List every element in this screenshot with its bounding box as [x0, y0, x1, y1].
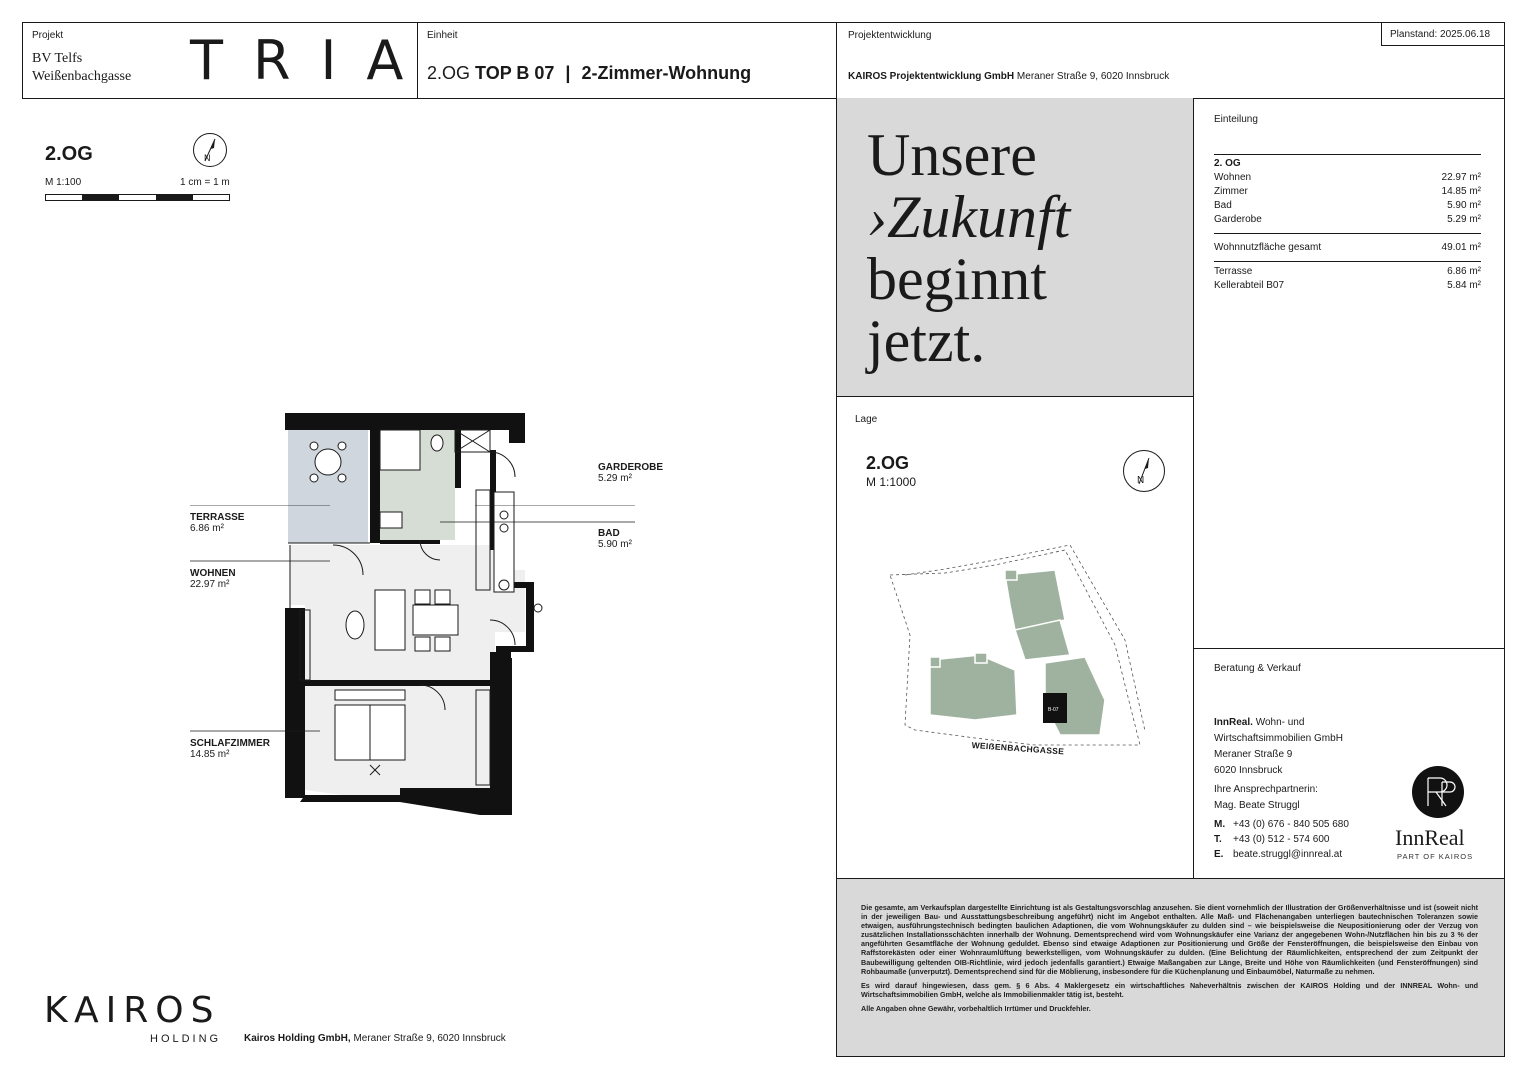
- einteilung-extra: [1214, 280, 1481, 291]
- panel-divider: [1193, 648, 1505, 649]
- disclaimer-paragraph: Es wird darauf hingewiesen, dass gem. § 6 Abs. 4 Maklergesetz ein wirtschaftliches Naheverhältnis zwischen der KAIROS Holding und der INNREAL Wohn- und Wirtschaftsimmobilien GmbH, welche als Immobilienmakler tätig ist, besteht.: [861, 980, 1478, 999]
- verkauf-phone-list: [1214, 817, 1349, 862]
- room-area: 14.85 m²: [190, 749, 230, 760]
- slogan-mark: ›: [867, 184, 887, 250]
- lage-compass-icon: [1123, 450, 1165, 492]
- unit-tag: B-07: [1048, 707, 1059, 713]
- slogan-line2: [867, 186, 1070, 248]
- einteilung-row: [1214, 172, 1481, 183]
- kairos-logo-sub: HOLDING: [150, 1033, 222, 1045]
- einteilung-floor: [1214, 158, 1481, 169]
- row-value: 5.84 m²: [1447, 280, 1481, 291]
- room-name: BAD: [598, 528, 620, 539]
- phone-label: T.: [1214, 834, 1222, 845]
- room-label-wohnen: [190, 568, 236, 590]
- row-label: Terrasse: [1214, 266, 1253, 277]
- room-area: 5.90 m²: [598, 539, 632, 550]
- verkauf-street: Meraner Straße 9: [1214, 749, 1293, 760]
- contact-name: Mag. Beate Struggl: [1214, 800, 1300, 811]
- slogan-line1: Unsere: [867, 122, 1037, 188]
- verkauf-title: Beratung & Verkauf: [1214, 663, 1301, 674]
- scale-bar: [45, 194, 231, 202]
- entwicklung-address: Meraner Straße 9, 6020 Innsbruck: [1016, 71, 1170, 82]
- verkauf-company-line2: Wirtschaftsimmobilien GmbH: [1214, 733, 1343, 744]
- site-map: [885, 545, 1145, 755]
- projekt-name-line1: BV Telfs: [32, 51, 83, 66]
- table-rule: [1214, 154, 1481, 155]
- projekt-label: Projekt: [32, 30, 64, 41]
- lage-title: Lage: [855, 414, 878, 425]
- row-value: 5.29 m²: [1447, 214, 1481, 225]
- footer-company-rest: Meraner Straße 9, 6020 Innsbruck: [353, 1033, 506, 1044]
- innreal-logo-icon: [1412, 766, 1464, 818]
- row-value: 14.85 m²: [1441, 186, 1481, 197]
- room-label-terrasse: [190, 512, 244, 534]
- einheit-type: 2-Zimmer-Wohnung: [581, 63, 752, 83]
- einteilung-floor-label: 2. OG: [1214, 158, 1241, 169]
- room-area: 6.86 m²: [190, 523, 224, 534]
- total-value: 49.01 m²: [1441, 242, 1481, 253]
- plan-scale-note: 1 cm = 1 m: [180, 177, 230, 188]
- mobile-number[interactable]: +43 (0) 676 - 840 505 680: [1233, 819, 1349, 830]
- slogan-line3: beginnt: [867, 246, 1047, 312]
- einteilung-row: [1214, 214, 1481, 225]
- einheit-top: TOP B 07: [475, 63, 555, 83]
- einteilung-row: [1214, 200, 1481, 211]
- einteilung-extra: [1214, 266, 1481, 277]
- email-link[interactable]: beate.struggl@innreal.at: [1233, 849, 1343, 860]
- row-label: Kellerabteil B07: [1214, 280, 1285, 291]
- panel-divider: [836, 396, 1193, 397]
- contact-label: Ihre Ansprechpartnerin:: [1214, 784, 1318, 795]
- einteilung-row: [1214, 186, 1481, 197]
- table-rule: [1214, 233, 1481, 234]
- slogan-line4: jetzt.: [867, 308, 986, 374]
- einheit-separator: |: [565, 63, 571, 83]
- disclaimer-paragraph: Alle Angaben ohne Gewähr, vorbehaltlich Irrtümer und Druckfehler.: [861, 1003, 1091, 1013]
- tria-logo: TRIA: [190, 29, 434, 92]
- projekt-name: [32, 50, 131, 86]
- entwicklung-info: [848, 71, 1169, 82]
- verkauf-city: 6020 Innsbruck: [1214, 765, 1283, 776]
- table-rule: [1214, 261, 1481, 262]
- slogan-box: [837, 98, 1193, 396]
- footer-company: [244, 1033, 506, 1044]
- header-divider: [836, 23, 837, 98]
- entwicklung-company: KAIROS Projektentwicklung GmbH: [848, 71, 1015, 82]
- einheit-title: [427, 63, 751, 84]
- email-label: E.: [1214, 849, 1224, 860]
- room-name: GARDEROBE: [598, 462, 664, 473]
- phone-number[interactable]: +43 (0) 512 - 574 600: [1233, 834, 1330, 845]
- compass-letter: N: [1137, 475, 1145, 486]
- row-value: 22.97 m²: [1441, 172, 1481, 183]
- slogan-line2-text: Zukunft: [886, 184, 1071, 250]
- row-label: Bad: [1214, 200, 1232, 211]
- lage-floor: 2.OG: [866, 453, 910, 473]
- mobile-label: M.: [1214, 819, 1226, 830]
- lage-scale: M 1:1000: [866, 475, 917, 489]
- projekt-name-line2: Weißenbachgasse: [32, 69, 132, 84]
- room-label-garderobe: [598, 462, 663, 484]
- street-label: WEIẞENBACHGASSE: [971, 740, 1065, 757]
- plan-floor-title: 2.OG: [45, 143, 93, 165]
- room-name: SCHLAFZIMMER: [190, 738, 270, 749]
- room-area: 5.29 m²: [598, 473, 632, 484]
- einteilung-total: [1214, 242, 1481, 253]
- row-value: 5.90 m²: [1447, 200, 1481, 211]
- verkauf-contact: [1214, 782, 1318, 814]
- row-label: Zimmer: [1214, 186, 1248, 197]
- innreal-logo-sub: PART OF KAIROS: [1397, 852, 1474, 861]
- row-label: Wohnen: [1214, 172, 1252, 183]
- einheit-label: Einheit: [427, 30, 458, 41]
- verkauf-company-bold: InnReal.: [1214, 717, 1253, 728]
- room-leader-lines: [190, 505, 650, 745]
- slogan-text: [867, 124, 1070, 372]
- disclaimer-text: [861, 903, 1478, 1018]
- room-name: WOHNEN: [190, 568, 236, 579]
- einteilung-title: Einteilung: [1214, 114, 1258, 125]
- planstand-box: [1381, 22, 1505, 46]
- room-area: 22.97 m²: [190, 579, 230, 590]
- panel-divider: [1193, 98, 1194, 878]
- einheit-floor: 2.OG: [427, 63, 471, 83]
- footer-company-bold: Kairos Holding GmbH,: [244, 1033, 351, 1044]
- row-label: Garderobe: [1214, 214, 1262, 225]
- total-label: Wohnnutzfläche gesamt: [1214, 242, 1322, 253]
- verkauf-company-rest: Wohn- und: [1255, 717, 1305, 728]
- verkauf-address: [1214, 715, 1343, 779]
- plan-scale: M 1:100: [45, 177, 82, 188]
- disclaimer-box: [837, 878, 1504, 1056]
- disclaimer-paragraph: Die gesamte, am Verkaufsplan dargestellte Einrichtung ist als Gestaltungsvorschlag anzusehen. Sie dient vornehmlich der Illustration der Größenverhältnisse und ist (soweit nicht in der jeweiligen Bau- und Ausstattungsbeschreibung angeführt) nicht im Angebot enthalten. Alle Maß- und Flächenangaben unterliegen bautechnischen Toleranzen sowie etwaigen, ausführungstechnisch bedingten baulichen Adaptionen, die vom Wohnungskäufer zu dulden sind – wie beispielsweise die Neupositionierung oder der Verzug von zusätzlichen Installationsschächten innerhalb der Wohnung. Dementsprechend wird vom Wohnungskäufer eine Varianz der angegebenen Wohn-/Nutzflächen hin bis zu 3 % der angeführten Gesamtfläche der Wohnung geduldet. Ebenso sind etwaige Adaptionen zur Positionierung und Größe der Fensteröffnungen, die beispielsweise den Einbau von Raffstorekästen oder einer Wohnraumlüftung bewerkstelligen, vom Wohnungskäufer zu dulden. (Eine Belichtung der Räumlichkeiten, entsprechend der zum Zeitpunkt der Baubewilligung geltenden OIB-Richtlinie, wird jedoch jedenfalls garantiert.) Etwaige Maßangaben zur Länge, Breite und Höhe von Räumlichkeiten (und Fensteröffnungen) sind Rohbaumaße (unverputzt). Dementsprechend sind für die Möblierung, insbesondere für die Küchenplanung und Einbaumöbel, Naturmaße zu nehmen.: [861, 903, 1478, 976]
- compass-letter: N: [204, 153, 211, 163]
- room-label-bad: [598, 528, 632, 550]
- room-label-schlafzimmer: [190, 738, 270, 760]
- innreal-logo-name: InnReal: [1395, 825, 1465, 850]
- kairos-logo: KAIROS: [44, 990, 221, 1031]
- entwicklung-label: Projektentwicklung: [848, 30, 932, 41]
- row-value: 6.86 m²: [1447, 266, 1481, 277]
- planstand-text: Planstand: 2025.06.18: [1390, 29, 1491, 40]
- site-buildings: [930, 570, 1105, 735]
- compass-icon: [193, 133, 227, 167]
- room-name: TERRASSE: [190, 512, 245, 523]
